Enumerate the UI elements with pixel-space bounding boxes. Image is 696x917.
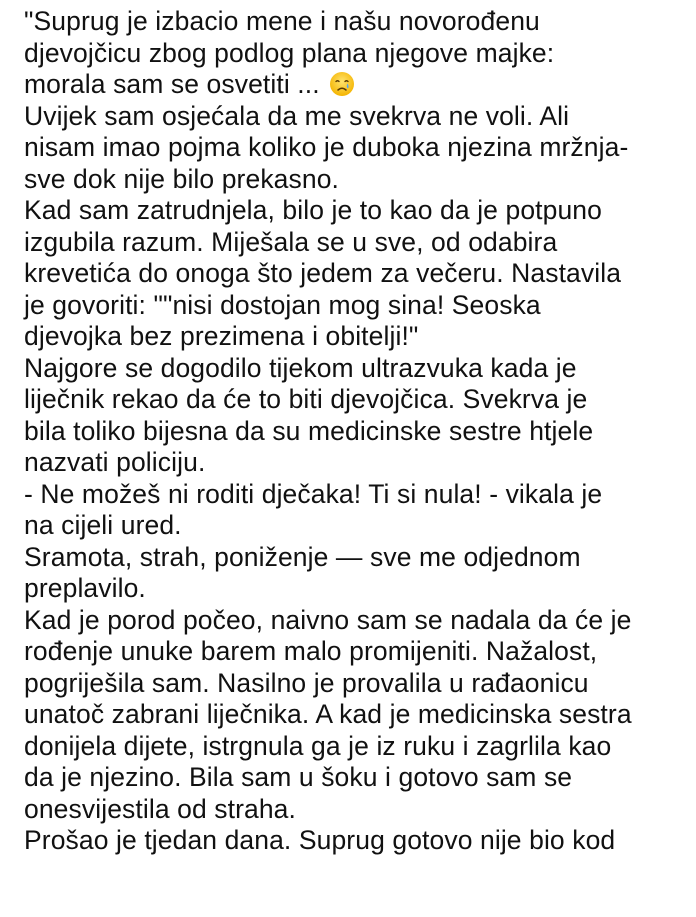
- text-line: liječnik rekao da će to biti djevojčica. Svekrva je: [24, 384, 588, 414]
- text-line: na cijeli ured.: [24, 510, 182, 540]
- text-line: nisam imao pojma koliko je duboka njezina mržnja-: [24, 132, 629, 162]
- text-line: Uvijek sam osjećala da me svekrva ne voli. Ali: [24, 100, 570, 131]
- text-line: - Ne možeš ni roditi dječaka! Ti si nula! - vikala je: [24, 478, 603, 509]
- text-line: izgubila razum. Miješala se u sve, od odabira: [24, 226, 558, 257]
- text-line: rođenje unuke barem malo promijeniti. Nažalost,: [24, 636, 598, 666]
- text-line: djevojčicu zbog podlog plana njegove majke:: [24, 37, 555, 68]
- text-line: Prošao je tjedan dana. Suprug gotovo nije bio kod: [24, 825, 616, 855]
- text-line: Kad sam zatrudnjela, bilo je to kao da je potpuno: [24, 195, 602, 225]
- text-line: onesvijestila od straha.: [24, 793, 296, 824]
- text-line: Najgore se dogodilo tijekom ultrazvuka kada je: [24, 352, 577, 383]
- text-line-content: morala sam se osvetiti ...: [24, 69, 320, 99]
- text-line: sve dok nije bilo prekasno.: [24, 163, 339, 194]
- text-line: unatoč zabrani liječnika. A kad je medicinska sestra: [24, 699, 632, 729]
- text-line: je govoriti: ""nisi dostojan mog sina! Seoska: [24, 289, 541, 320]
- text-line: donijela dijete, istrgnula ga je iz ruku i zagrlila kao: [24, 730, 612, 761]
- text-line: djevojka bez prezimena i obitelji!": [24, 321, 419, 351]
- text-line: krevetića do onoga što jedem za večeru. Nastavila: [24, 258, 622, 288]
- text-line: da je njezino. Bila sam u šoku i gotovo sam se: [24, 762, 573, 792]
- text-line: Sramota, strah, poniženje — sve me odjednom: [24, 541, 581, 572]
- text-line: bila toliko bijesna da su medicinske sestre htjele: [24, 415, 594, 446]
- text-line: Kad je porod počeo, naivno sam se nadala da će je: [24, 604, 632, 635]
- post-text: [24, 6, 694, 857]
- text-line: [24, 69, 694, 101]
- text-line: nazvati policiju.: [24, 447, 206, 477]
- crying-face-icon: [329, 71, 355, 97]
- text-line: preplavilo.: [24, 573, 146, 603]
- text-line: "Suprug je izbacio mene i našu novorođenu: [24, 6, 540, 36]
- text-line: pogriješila sam. Nasilno je provalila u rađaonicu: [24, 667, 589, 698]
